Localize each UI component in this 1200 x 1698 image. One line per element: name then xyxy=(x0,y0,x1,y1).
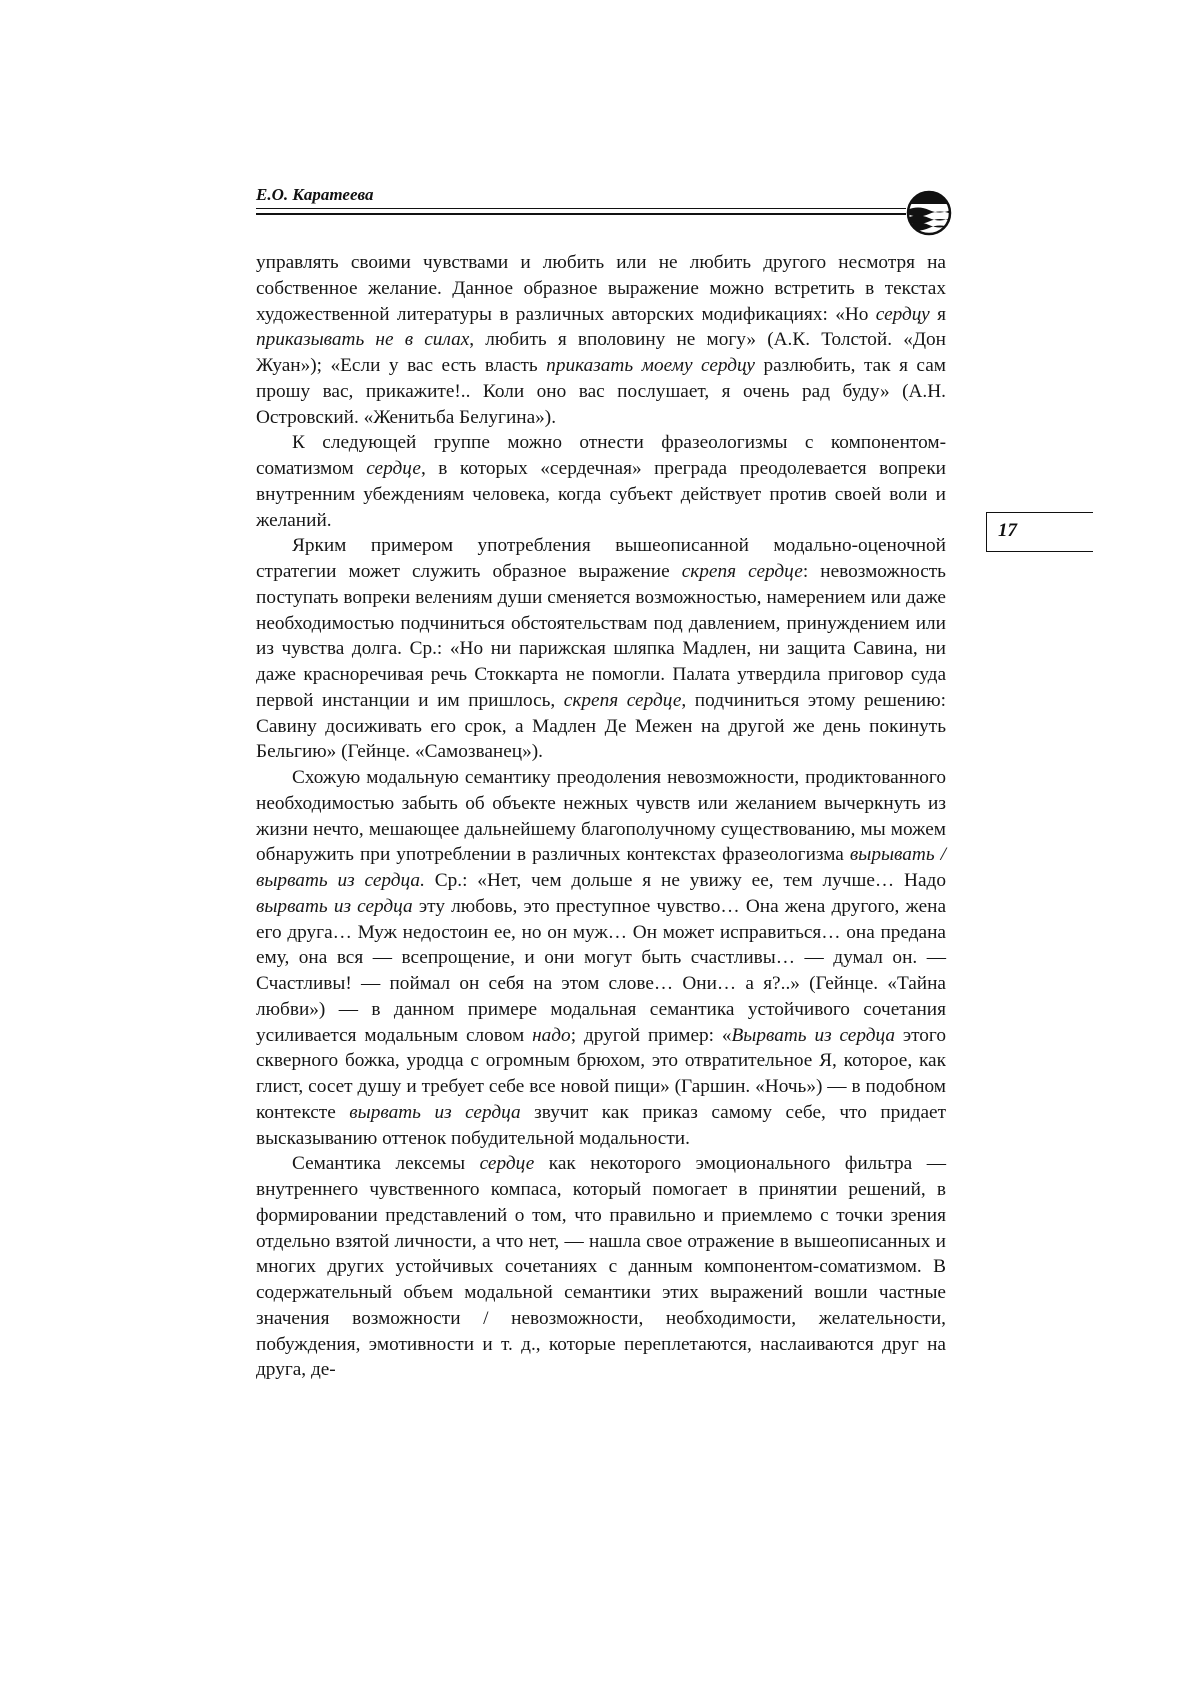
text-run: К следующей группе можно отнести фразеологизмы с компонентом-соматизмом xyxy=(256,432,946,479)
text-run: управлять своими чувствами и любить или не любить другого несмотря на собственное желание. Данное образное выражение можно встретить в текстах художественной литературы в различных авторских модификациях: «Но xyxy=(256,252,946,325)
text-run: Ср.: «Нет, чем дольше я не увижу ее, тем лучше… Надо xyxy=(424,870,946,891)
text-run: , подчиниться этому решению: Савину досиживать его срок, а Мадлен Де Межен на другой же день покинуть Бельгию» (Гейнце. «Самозванец»). xyxy=(256,689,946,763)
text-run: как некоторого эмоционального фильтра — внутреннего чувственного компаса, который помогает в принятии решений, в формировании представлений о том, что правильно и приемлемо с точки зрения отдельно взятой личности, а что нет, — нашла свое отражение в вышеописанных и многих других устойчивых сочетаниях с данным компонентом-соматизмом. В содержательный объем модальной семантики этих выражений вошли частные значения возможности / невозможности, необходимости, желательности, побуждения, эмотивности и т. д., которые переплетаются, наслаиваются друг на друга, де- xyxy=(256,1153,946,1381)
italic-phrase: приказывать не в силах xyxy=(256,329,470,351)
text-run: Семантика лексемы xyxy=(292,1153,480,1175)
italic-phrase: сердце xyxy=(479,1153,535,1175)
header-rule-thick xyxy=(256,213,906,215)
italic-phrase: скрепя сердце xyxy=(681,561,803,582)
paragraph xyxy=(256,430,946,533)
italic-phrase: скрепя сердце xyxy=(563,689,682,711)
text-run: этого скверного божка, уродца с огромным брюхом, это отвратительное Я, которое, как глист, сосет душу и требует себе все новой пищи» (Гаршин. «Ночь») — в подобном контексте xyxy=(256,1024,946,1123)
text-run: я xyxy=(929,303,946,325)
paragraph xyxy=(256,533,946,765)
text-run: эту любовь, это преступное чувство… Она жена другого, жена его друга… Муж недостоин ее, но он муж… Он может исправиться… она предана ему, она вся — всепрощение, и они могут быть счастливы… — думал он. — Счастливы! — поймал он себя на этом слове… Они… а я?..» (Гейнце. «Тайна любви») — в данном примере модальная семантика устойчивого сочетания усиливается модальным словом xyxy=(256,895,946,1046)
wave-sun-logo-icon xyxy=(906,190,952,236)
text-run: Схожую модальную семантику преодоления невозможности, продиктованного необходимостью забыть об объекте нежных чувств или желанием вычеркнуть из жизни нечто, мешающее дальнейшему благополучному существованию, мы можем обнаружить при употреблении в различных контекстах фразеологизма xyxy=(256,767,946,866)
paragraph xyxy=(256,1151,946,1383)
text-run: Ярким примером употребления вышеописанной модально-оценочной стратегии может служить образное выражение xyxy=(256,535,946,582)
paragraph xyxy=(256,765,946,1151)
italic-phrase: вырывать / вырвать из сердца. xyxy=(256,844,946,891)
text-run: : невозможность поступать вопреки велениям души сменяется возможностью, намерением или даже необходимостью подчиниться обстоятельствам под давлением, принуждением или из чувства долга. Ср.: «Но ни парижская шляпка Мадлен, ни защита Савина, ни даже красноречивая речь Стоккарта не помогли. Палата утвердила приговор суда первой инстанции и им пришлось, xyxy=(256,561,946,711)
italic-phrase: Вырвать из сердца xyxy=(731,1024,895,1046)
page-number: 17 xyxy=(998,520,1017,541)
italic-phrase: сердце xyxy=(366,458,421,479)
body-text xyxy=(256,250,946,1383)
text-run: , любить я вполовину не могу» (А.К. Толстой. «Дон Жуан»); «Если у вас есть власть xyxy=(256,329,946,376)
text-run: , в которых «сердечная» преграда преодолевается вопреки внутренним убеждениям человека, когда субъект действует против своей воли и желаний. xyxy=(256,458,946,531)
italic-phrase: надо xyxy=(532,1024,571,1046)
italic-phrase: приказать моему сердцу xyxy=(546,355,755,376)
running-header-author: Е.О. Каратеева xyxy=(256,185,374,204)
italic-phrase: вырвать из сердца xyxy=(349,1101,521,1123)
italic-phrase: сердцу xyxy=(875,303,930,325)
paragraph xyxy=(256,250,946,430)
italic-phrase: вырвать из сердца xyxy=(256,895,413,917)
header-rule-thin xyxy=(256,208,906,209)
text-run: ; другой пример: « xyxy=(570,1024,732,1046)
text-run: разлюбить, так я сам прошу вас, прикажите!.. Коли оно вас послушает, я очень рад буду» (А.Н. Островский. «Женитьба Белугина»). xyxy=(256,355,946,428)
text-run: звучит как приказ самому себе, что придает высказыванию оттенок побудительной модальности. xyxy=(256,1101,946,1149)
